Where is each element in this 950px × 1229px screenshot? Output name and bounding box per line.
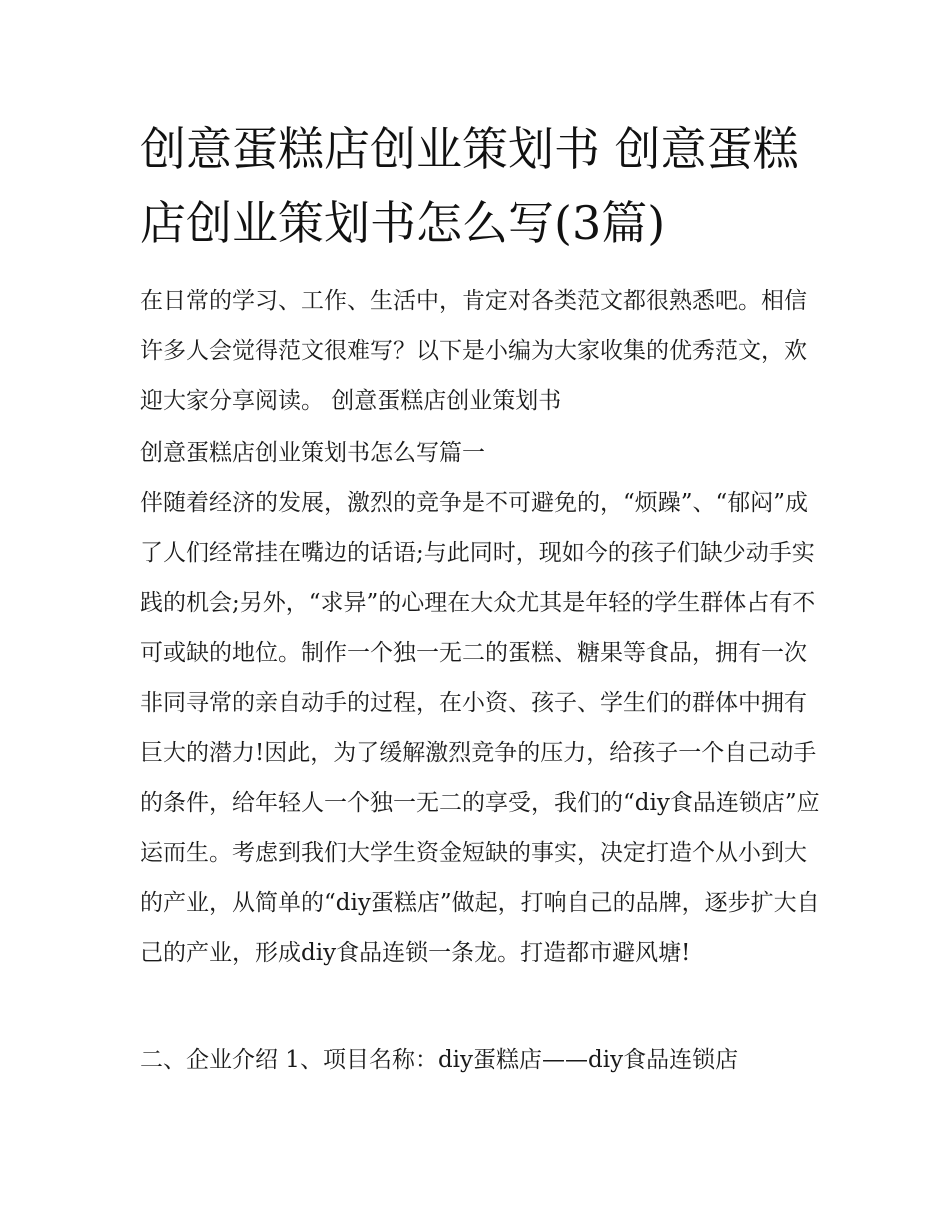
document-title: 创意蛋糕店创业策划书 创意蛋糕店创业策划书怎么写(3篇) — [140, 122, 799, 250]
section-subheading: 创意蛋糕店创业策划书怎么写篇一 — [140, 440, 485, 466]
intro-paragraph: 在日常的学习、工作、生活中，肯定对各类范文都很熟悉吧。相信许多人会觉得范文很难写？以下是小编为大家收集的优秀范文，欢迎大家分享阅读。 创意蛋糕店创业策划书 — [140, 288, 807, 414]
main-paragraph: 伴随着经济的发展，激烈的竞争是不可避免的，“烦躁”、“郁闷”成了人们经常挂在嘴边的话语;与此同时，现如今的孩子们缺少动手实践的机会;另外，“求异”的心理在大众尤其是年轻的学生群体占有不可或缺的地位。制作一个独一无二的蛋糕、糖果等食品，拥有一次非同寻常的亲自动手的过程，在小资、孩子、学生们的群体中拥有巨大的潜力!因此，为了缓解激烈竞争的压力，给孩子一个自己动手的条件，给年轻人一个独一无二的享受，我们的“diy食品连锁店”应运而生。考虑到我们大学生资金短缺的事实，决定打造个从小到大的产业，从简单的“diy蛋糕店”做起，打响自己的品牌，逐步扩大自己的产业，形成diy食品连锁一条龙。打造都市避风塘! — [140, 490, 820, 966]
section-heading-line: 二、企业介绍 1、项目名称：diy蛋糕店——diy食品连锁店 — [140, 1047, 739, 1073]
